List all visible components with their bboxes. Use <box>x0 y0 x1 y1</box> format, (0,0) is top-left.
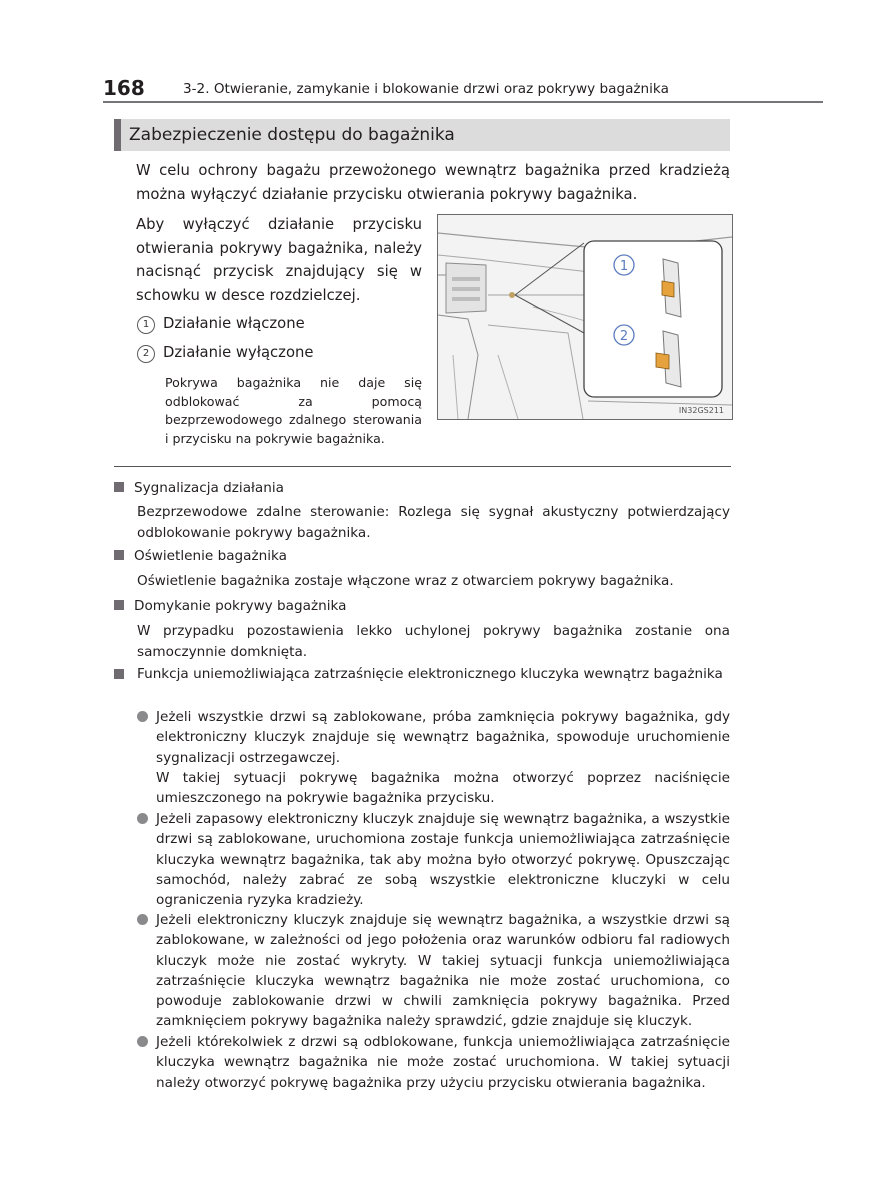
info-heading-text: Domykanie pokrywy bagażnika <box>134 598 347 614</box>
list-item <box>137 1032 730 1093</box>
info-heading <box>114 478 284 498</box>
list-item <box>137 809 730 910</box>
bullet-text: Jeżeli zapasowy elektroniczny kluczyk znajduje się wewnątrz bagażnika, a wszystkie drzwi są zablokowane, uruchomiona zostaje funkcja uniemożliwiająca zatrzaśnięcie kluczyka wewnątrz bagażnika, tak aby można było otworzyć pokrywę. Opuszczając samochód, należy zabrać ze sobą wszystkie elektroniczne kluczyki w celu ograniczenia ryzyka kradzieży. <box>156 811 730 909</box>
circled-number-1: 1 <box>137 316 155 334</box>
round-bullet-icon <box>137 813 148 824</box>
round-bullet-icon <box>137 914 148 925</box>
info-text: W przypadku pozostawienia lekko uchylonej pokrywy bagażnika zostanie ona samoczynnie domknięta. <box>137 623 730 660</box>
bullet-text-continued: W takiej sytuacji pokrywę bagażnika można otworzyć poprzez naciśnięcie umieszczonego na pokrywie bagażnika przycisku. <box>156 769 730 807</box>
info-heading <box>114 596 346 616</box>
switch-off-icon <box>656 353 669 369</box>
list-item <box>137 910 730 1032</box>
section-accent <box>114 119 121 151</box>
switch-on-icon <box>662 281 674 297</box>
howto-text: Aby wyłączyć działanie przycisku otwierania pokrywy bagażnika, należy nacisnąć przycisk znajdujący się w schowku w desce rozdzielczej. <box>136 216 422 304</box>
callout-1-label: 1 <box>619 259 629 274</box>
state-item-on <box>137 313 305 335</box>
square-bullet-icon <box>114 482 124 492</box>
square-bullet-icon <box>114 600 124 610</box>
info-text: Oświetlenie bagażnika zostaje włączone wraz z otwarciem pokrywy bagażnika. <box>137 573 674 589</box>
state-note: Pokrywa bagażnika nie daje się odblokować za pomocą bezprzewodowego zdalnego sterowania i przycisku na pokrywie bagażnika. <box>165 375 422 446</box>
info-heading-text: Sygnalizacja działania <box>134 480 284 496</box>
info-heading <box>114 546 287 566</box>
state-item-off <box>137 342 313 364</box>
page-number: 168 <box>103 76 145 100</box>
info-heading <box>114 664 730 685</box>
header-rule <box>103 101 823 103</box>
round-bullet-icon <box>137 711 148 722</box>
round-bullet-icon <box>137 1036 148 1047</box>
callout-2-label: 2 <box>619 329 629 344</box>
section-intro: W celu ochrony bagażu przewożonego wewnątrz bagażnika przed kradzieżą można wyłączyć działanie przycisku otwierania pokrywy bagażnika. <box>136 162 730 203</box>
section-title-bar <box>114 119 730 151</box>
info-heading-text: Funkcja uniemożliwiająca zatrzaśnięcie elektronicznego kluczyka wewnątrz bagażnika <box>137 666 723 682</box>
square-bullet-icon <box>114 550 124 560</box>
running-title: 3-2. Otwieranie, zamykanie i blokowanie drzwi oraz pokrywy bagażnika <box>183 81 669 97</box>
glovebox-illustration <box>437 214 733 420</box>
square-bullet-icon <box>114 669 124 679</box>
figure-code: IN32GS211 <box>678 406 724 415</box>
page-header <box>103 76 823 102</box>
section-divider <box>114 466 731 467</box>
bullet-text: Jeżeli którekolwiek z drzwi są odblokowane, funkcja uniemożliwiająca zatrzaśnięcie kluczyka wewnątrz bagażnika nie może zostać uruchomiona. W takiej sytuacji należy otworzyć pokrywę bagażnika przy użyciu przycisku otwierania bagażnika. <box>156 1034 730 1091</box>
info-text: Bezprzewodowe zdalne sterowanie: Rozlega się sygnał akustyczny potwierdzający odblokowanie pokrywy bagażnika. <box>137 504 730 541</box>
info-heading-text: Oświetlenie bagażnika <box>134 548 287 564</box>
switch-location-marker <box>509 292 515 298</box>
bullet-text: Jeżeli wszystkie drzwi są zablokowane, próba zamknięcia pokrywy bagażnika, gdy elektroniczny kluczyk znajduje się wewnątrz bagażnika, spowoduje uruchomienie sygnalizacji ostrzegawczej. <box>156 709 730 766</box>
circled-number-2: 2 <box>137 345 155 363</box>
dashboard-drawing <box>438 215 732 419</box>
bullet-text: Jeżeli elektroniczny kluczyk znajduje się wewnątrz bagażnika, a wszystkie drzwi są zablokowane, w zależności od jego położenia oraz warunków odbioru fal radiowych kluczyk może nie zostać wykryty. W takiej sytuacji funkcja uniemożliwiająca zatrzaśnięcie kluczyka wewnątrz bagażnika nie może zostać uruchomiona, co powoduje zablokowanie drzwi w chwili zamknięcia pokrywy bagażnika. Przed zamknięciem pokrywy bagażnika należy sprawdzić, gdzie znajduje się kluczyk. <box>156 912 730 1030</box>
list-item <box>137 707 730 808</box>
section-title: Zabezpieczenie dostępu do bagażnika <box>129 125 455 145</box>
state-label: Działanie wyłączone <box>163 344 314 361</box>
state-label: Działanie włączone <box>163 315 305 332</box>
